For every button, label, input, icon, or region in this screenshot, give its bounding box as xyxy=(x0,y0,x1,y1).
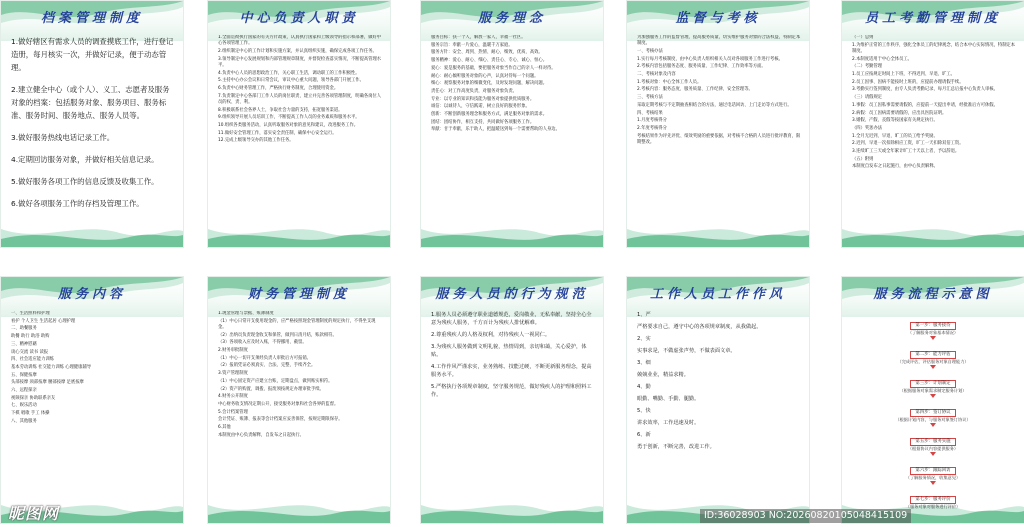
board-body xyxy=(637,35,801,219)
board-paragraph: 6.负责中心财务管理工作，严格执行财务制度，合理使用资金。 xyxy=(218,85,339,91)
board-paragraph: 1.事假：员工因私事需要请假的，应提前一天提出申请，经批准后方可休假。 xyxy=(852,102,998,108)
board-paragraph: （三）请假规定 xyxy=(852,95,883,101)
board-paragraph: 讲求效率，工作迅速及时。 xyxy=(637,420,700,426)
board-title: 服务内容 xyxy=(57,287,126,302)
board-paragraph: （四）奖惩办法 xyxy=(852,125,883,131)
board-paragraph: 2.财务审批制度 xyxy=(218,348,248,354)
board-paragraph: 5.做好服务各项工作的信息反馈及收集工作。 xyxy=(11,177,159,186)
flow-step xyxy=(850,311,1016,336)
board-paragraph: 2.病假：员工因病需要请假的，应出具医院证明。 xyxy=(852,110,947,116)
board-paragraph: 基本劳动训练 社交能力训练 心理健康辅导 xyxy=(11,364,92,370)
board-paragraph: 谈心交流 读书 读报 xyxy=(11,349,49,355)
board-paragraph: 12.完成上级领导交办的其他工作任务。 xyxy=(218,138,294,144)
footer-wave xyxy=(421,493,603,523)
board-paragraph: 责任心：对工作高度负责，对服务对象负责。 xyxy=(431,88,517,94)
board-paragraph: 1.考核对象：中心全体工作人员。 xyxy=(637,79,702,85)
board-paragraph: 六、远程探亲 xyxy=(11,388,37,394)
board-paragraph: （五）附则 xyxy=(852,156,874,162)
footer-wave xyxy=(208,217,390,247)
watermark-id: ID:36028903 NO:20260820105048415109 xyxy=(700,509,911,523)
footer-wave xyxy=(627,217,809,247)
board-paragraph: 3.为残疾人服务做到文明礼貌，热情周到，亲切和蔼，关心爱护，体贴。 xyxy=(431,344,587,358)
board-paragraph: 细心：观察服务对象的细微变化，及时发现问题，解决问题。 xyxy=(431,81,548,87)
board-paragraph: 4.负责中心人员的思想政治工作，关心职工生活，调动职工的工作积极性。 xyxy=(218,70,360,76)
board-paragraph: 2.组织制定中心的工作计划和实施方案，并认真组织实施，确保完成各项工作任务。 xyxy=(218,48,377,54)
flow-step-desc: （了解服务对象基本情况） xyxy=(907,330,959,335)
board-title: 中心负责人职责 xyxy=(239,11,359,26)
board-body xyxy=(637,311,801,495)
board-paragraph: 为加强服务工作的监督管理，提高服务质量，切实维护服务对象的合法权益，特制定本制度。 xyxy=(637,35,801,47)
board-title: 服务流程示意图 xyxy=(873,287,993,302)
flow-step xyxy=(850,456,1016,481)
board-paragraph: 2.迟到、早退一次扣除相应工资，旷工一天扣除双倍工资。 xyxy=(852,141,964,147)
board-paragraph: 2.尊重残疾人的人格及权利，对待残疾人一视同仁。 xyxy=(431,332,551,338)
board-paragraph: 5.主持中心办公会议和日常会议，审议中心重大问题，领导各部门开展工作。 xyxy=(218,78,364,84)
board-paragraph: （1）中心日常开支使用现金的，应严格按照现金管理制度的规定执行，不得坐支现金。 xyxy=(218,318,376,330)
flow-step-box: 第五步：服务实施 xyxy=(910,438,955,446)
board-paragraph: （2）报销凭证必须真实、合法、完整，手续齐全。 xyxy=(218,363,316,369)
poster-board-8 xyxy=(420,276,604,524)
board-paragraph: 采取定期考核与不定期抽查相结合的方法，通过电话回访、上门走访等方式进行。 xyxy=(637,102,792,108)
board-paragraph: 1.为维护正常的工作秩序，强化全体员工的纪律观念，结合本中心实际情况，特制定本制度。 xyxy=(852,42,1016,54)
flowchart xyxy=(850,311,1016,509)
board-body xyxy=(11,311,175,495)
board-paragraph: 2.本制度适用于中心全体员工。 xyxy=(852,56,912,62)
board-paragraph: 1.服务人员必须遵守职业道德规范，爱岗敬业，无私奉献，坚持全心全意为残疾人服务，千方百计为残疾人排忧解难。 xyxy=(431,312,592,326)
board-paragraph: （2）出纳员负责现金收支和保管，做到日清月结，账款相符。 xyxy=(218,332,337,338)
board-body xyxy=(11,35,175,219)
board-paragraph: 专业：以专业的知识和技能为服务对象提供优质服务。 xyxy=(431,96,535,102)
poster-board-6 xyxy=(0,276,184,524)
board-paragraph: 五、保健按摩 xyxy=(11,372,37,378)
board-paragraph: 一、考核办法 xyxy=(637,48,663,54)
flow-step-box: 第三步：计划制定 xyxy=(910,380,955,388)
board-paragraph: （1）中心一切开支须经负责人审批后方可报销。 xyxy=(218,355,311,361)
board-title: 工作人员工作作风 xyxy=(649,287,786,302)
board-paragraph: （二）考勤管理 xyxy=(852,64,883,70)
board-paragraph: 1.员工应按规定时间上下班，不得迟到、早退、旷工。 xyxy=(852,72,955,78)
board-paragraph: 奉献：甘于奉献，乐于助人，把温暖送到每一个需要帮助的人身边。 xyxy=(431,127,560,133)
board-paragraph: 2.年度考核得分 xyxy=(637,125,667,131)
flow-step xyxy=(850,369,1016,394)
board-paragraph: 考核结果作为评先评优、绩效奖励的重要依据，对考核不合格的人员进行批评教育，限期整改。 xyxy=(637,133,801,145)
board-paragraph: 10.组织各类服务活动，认真听取服务对象的意见和建议，改进服务工作。 xyxy=(218,122,359,128)
board-paragraph: 服务目标：扶一个人，解放一家人，幸福一社区。 xyxy=(431,35,526,40)
flow-step-box: 第六步：跟踪回访 xyxy=(910,467,955,475)
board-paragraph: 11.做好安全管理工作，落实安全责任制，确保中心安全运行。 xyxy=(218,130,337,136)
watermark-logo: 昵图网 xyxy=(8,504,60,523)
board-paragraph: 勇于创新，不断完善，改进工作。 xyxy=(637,444,715,450)
board-paragraph: 1、严 xyxy=(637,312,651,318)
board-paragraph: 四、考核结果 xyxy=(637,110,663,116)
board-paragraph: 3.做好服务热线电话记录工作。 xyxy=(11,133,115,142)
flow-step-box: 第一步：服务接待 xyxy=(910,322,955,330)
board-title: 员工考勤管理制度 xyxy=(864,11,1001,26)
flow-step-box: 第七步：服务评价 xyxy=(910,496,955,504)
board-paragraph: 爱心：爱是服务的基础，要把服务对象当作自己的亲人一样对待。 xyxy=(431,65,556,71)
board-paragraph: 团结：团结协作，相互支持，共同做好各项服务工作。 xyxy=(431,119,535,125)
flow-step xyxy=(850,427,1016,452)
board-paragraph: 1.实行每月考核制度，由中心负责人组织相关人员对各项服务工作进行考核。 xyxy=(637,56,783,62)
board-body xyxy=(218,35,382,219)
board-paragraph: 会计凭证、账簿、报表等会计档案应妥善保管，按规定期限保存。 xyxy=(218,417,343,423)
board-paragraph: 7.负责制定中心各部门工作人员的岗位职责，建立并完善各项管理制度，明确各岗位人员的权、责、利。 xyxy=(218,93,382,105)
footer-wave xyxy=(1,217,183,247)
footer-wave xyxy=(208,493,390,523)
poster-board-4 xyxy=(626,0,810,248)
board-paragraph: 3.领导制定中心发展规划和内部管理规章制度，并督促检查落实情况，不断提高管理水平。 xyxy=(218,56,382,68)
board-paragraph: 服务精神：爱心、耐心、细心、责任心、专心、诚心、恒心。 xyxy=(431,58,548,64)
footer-wave xyxy=(842,217,1024,247)
board-paragraph: 实事求是，不做虚张声势，不做表面文章。 xyxy=(637,348,736,354)
board-paragraph: 二、考核对象及内容 xyxy=(637,72,676,78)
flow-step xyxy=(850,340,1016,365)
board-paragraph: 4.财务公开制度 xyxy=(218,394,248,400)
board-paragraph: 6、新 xyxy=(637,432,651,438)
board-title: 监督与考核 xyxy=(675,11,761,26)
footer-wave xyxy=(421,217,603,247)
board-paragraph: 4、勤 xyxy=(637,384,651,390)
board-paragraph: 本制度自发布之日起施行，由中心负责解释。 xyxy=(852,164,938,170)
board-body xyxy=(431,35,595,219)
board-paragraph: 八、其他服务 xyxy=(11,418,37,424)
flow-step xyxy=(850,398,1016,423)
board-paragraph: （2）资产的购置、调拨、报废须按规定办理审批手续。 xyxy=(218,386,324,392)
board-paragraph: 5.严格执行各项规章制度，坚守服务规范，做好残疾人的护理和照料工作。 xyxy=(431,384,592,398)
board-paragraph: 兢兢业业，精益求精。 xyxy=(637,372,689,378)
board-paragraph: （一）总则 xyxy=(852,35,874,40)
board-paragraph: 8.积极联系社会各界人士，争取社会力量的支持，拓宽服务渠道。 xyxy=(218,107,343,113)
board-paragraph: 3.连续旷工三天或全年累计旷工十天以上者，予以辞退。 xyxy=(852,149,960,155)
board-paragraph: 3.资产管理制度 xyxy=(218,371,248,377)
flow-step-box: 第二步：能力评估 xyxy=(910,351,955,359)
poster-board-flowchart xyxy=(841,276,1024,524)
board-paragraph: 5.会计档案管理 xyxy=(218,409,248,415)
board-paragraph: 2.建立健全中心（或个人）、义工、志愿者及服务对象的档案：包括服务对象、服务项目、服务标准、服务时间、服务地点、服务人员等。 xyxy=(11,85,170,120)
board-paragraph: 中心财务收支情况定期公开，接受服务对象和社会各界的监督。 xyxy=(218,401,339,407)
board-paragraph: 耐心：耐心倾听服务对象的心声，认真对待每一个问题。 xyxy=(431,73,539,79)
board-paragraph: 3.婚假、产假、丧假等按国家有关规定执行。 xyxy=(852,118,938,124)
poster-board-5 xyxy=(841,0,1024,248)
board-paragraph: 本制度由中心负责解释，自发布之日起执行。 xyxy=(218,432,304,438)
board-paragraph: 6.做好各项服务工作的存档及管理工作。 xyxy=(11,199,144,208)
board-paragraph: 4.工作作风严谨求实，业务熟练、技能过硬，不断更新服务理念，提高服务水平。 xyxy=(431,364,592,378)
board-paragraph: 2.考核内容：服务态度、服务质量、工作纪律、安全管理等。 xyxy=(637,87,753,93)
board-paragraph: 眼勤、嘴勤、手勤、腿勤。 xyxy=(637,396,700,402)
flow-step-desc: （根据服务对象需求制定服务计划） xyxy=(899,388,967,393)
board-paragraph: 严格要求自己，遵守中心的各项规章制度，从我做起。 xyxy=(637,324,762,330)
board-paragraph: 看护 个人卫生 生活起居 心理护理 xyxy=(11,318,76,324)
board-paragraph: 5、快 xyxy=(637,408,651,414)
flow-step-desc: （根据协议内容提供服务） xyxy=(907,446,959,451)
board-paragraph: 助餐 助行 助浴 助购 xyxy=(11,334,50,340)
board-body xyxy=(218,311,382,495)
board-paragraph: 三、精神慰藉 xyxy=(11,341,37,347)
board-paragraph: 服务宗旨：奉献一片爱心，温暖千万家庭。 xyxy=(431,42,513,48)
board-paragraph: 2.员工因事、因病不能按时上班的，应提前办理请假手续。 xyxy=(852,79,964,85)
board-paragraph: 服务方针：安全、周到、热情、耐心、细致、优质、高效。 xyxy=(431,50,543,56)
poster-board-3 xyxy=(420,0,604,248)
board-body xyxy=(852,35,1016,219)
board-paragraph: 3、细 xyxy=(637,360,651,366)
board-paragraph: 2、实 xyxy=(637,336,651,342)
board-paragraph: 9.组织领导开展人员培训工作，不断提高工作人员的业务素质和服务水平。 xyxy=(218,115,360,121)
board-paragraph: 二、助餐服务 xyxy=(11,326,37,332)
board-paragraph: 1.做好辖区有需求人员的调查摸底工作，进行登记造册，每月核实一次，并做好记录，便于动态管理。 xyxy=(11,37,174,72)
board-title: 服务理念 xyxy=(477,11,546,26)
board-body xyxy=(431,311,595,495)
flow-step-desc: （完成评估，评估服务对象自理能力） xyxy=(897,359,969,364)
board-paragraph: 三、考核方法 xyxy=(637,95,663,101)
board-paragraph: 4.定期回访服务对象，并做好相关信息记录。 xyxy=(11,155,159,164)
poster-board-1 xyxy=(0,0,184,248)
board-paragraph: 1.全面贯彻执行国家的有关方针政策，认真执行国家和上级领导的指示和部署，做好中心各项管理工作。 xyxy=(218,35,382,47)
board-paragraph: （3）各项收入应及时入账，不得挪用、截留。 xyxy=(218,340,307,346)
board-paragraph: 3.考勤实行签到制度，由专人负责考勤记录，每月汇总后报中心负责人审核。 xyxy=(852,87,998,93)
board-title: 服务人员的行为规范 xyxy=(435,287,589,302)
board-paragraph: 1.现金管理与票据、账簿制度 xyxy=(218,311,274,316)
board-paragraph: 2.考核内容包括服务态度、服务质量、工作纪律、工作效率等方面。 xyxy=(637,64,766,70)
board-paragraph: 一、生活照料和护理 xyxy=(11,311,50,316)
board-paragraph: 1.全月无迟到、早退、旷工的员工给予奖励。 xyxy=(852,133,938,139)
board-paragraph: （1）中心固定资产应建立台账，定期盘点，做到账实相符。 xyxy=(218,378,333,384)
poster-board-7 xyxy=(207,276,391,524)
poster-board-9 xyxy=(626,276,810,524)
board-paragraph: 下棋 唱歌 手工 体操 xyxy=(11,411,50,417)
board-paragraph: 1.月度考核得分 xyxy=(637,118,667,124)
board-paragraph: 视频探亲 协助联系亲友 xyxy=(11,395,56,401)
board-paragraph: 四、社会适应能力训练 xyxy=(11,357,54,363)
board-title: 财务管理制度 xyxy=(247,287,350,302)
board-paragraph: 头部按摩 颈部按摩 腰部按摩 足底按摩 xyxy=(11,380,84,386)
board-paragraph: 七、娱乐活动 xyxy=(11,403,37,409)
board-paragraph: 6.其他 xyxy=(218,425,231,431)
board-title: 档案管理制度 xyxy=(40,11,143,26)
board-paragraph: 创新：不断创新服务理念和服务方式，满足服务对象的需求。 xyxy=(431,112,548,118)
flow-step-desc: （根据计划内容，与服务对象签订协议） xyxy=(895,417,971,422)
board-paragraph: 诚信：以诚待人，守信践诺，树立良好的服务形象。 xyxy=(431,104,530,110)
flow-step-desc: （了解服务情况，收集意见） xyxy=(905,475,961,480)
poster-board-2 xyxy=(207,0,391,248)
flow-step-box: 第四步：签订协议 xyxy=(910,409,955,417)
flow-step xyxy=(850,485,1016,510)
flow-step-desc: （服务对象对服务进行评价） xyxy=(905,504,961,509)
